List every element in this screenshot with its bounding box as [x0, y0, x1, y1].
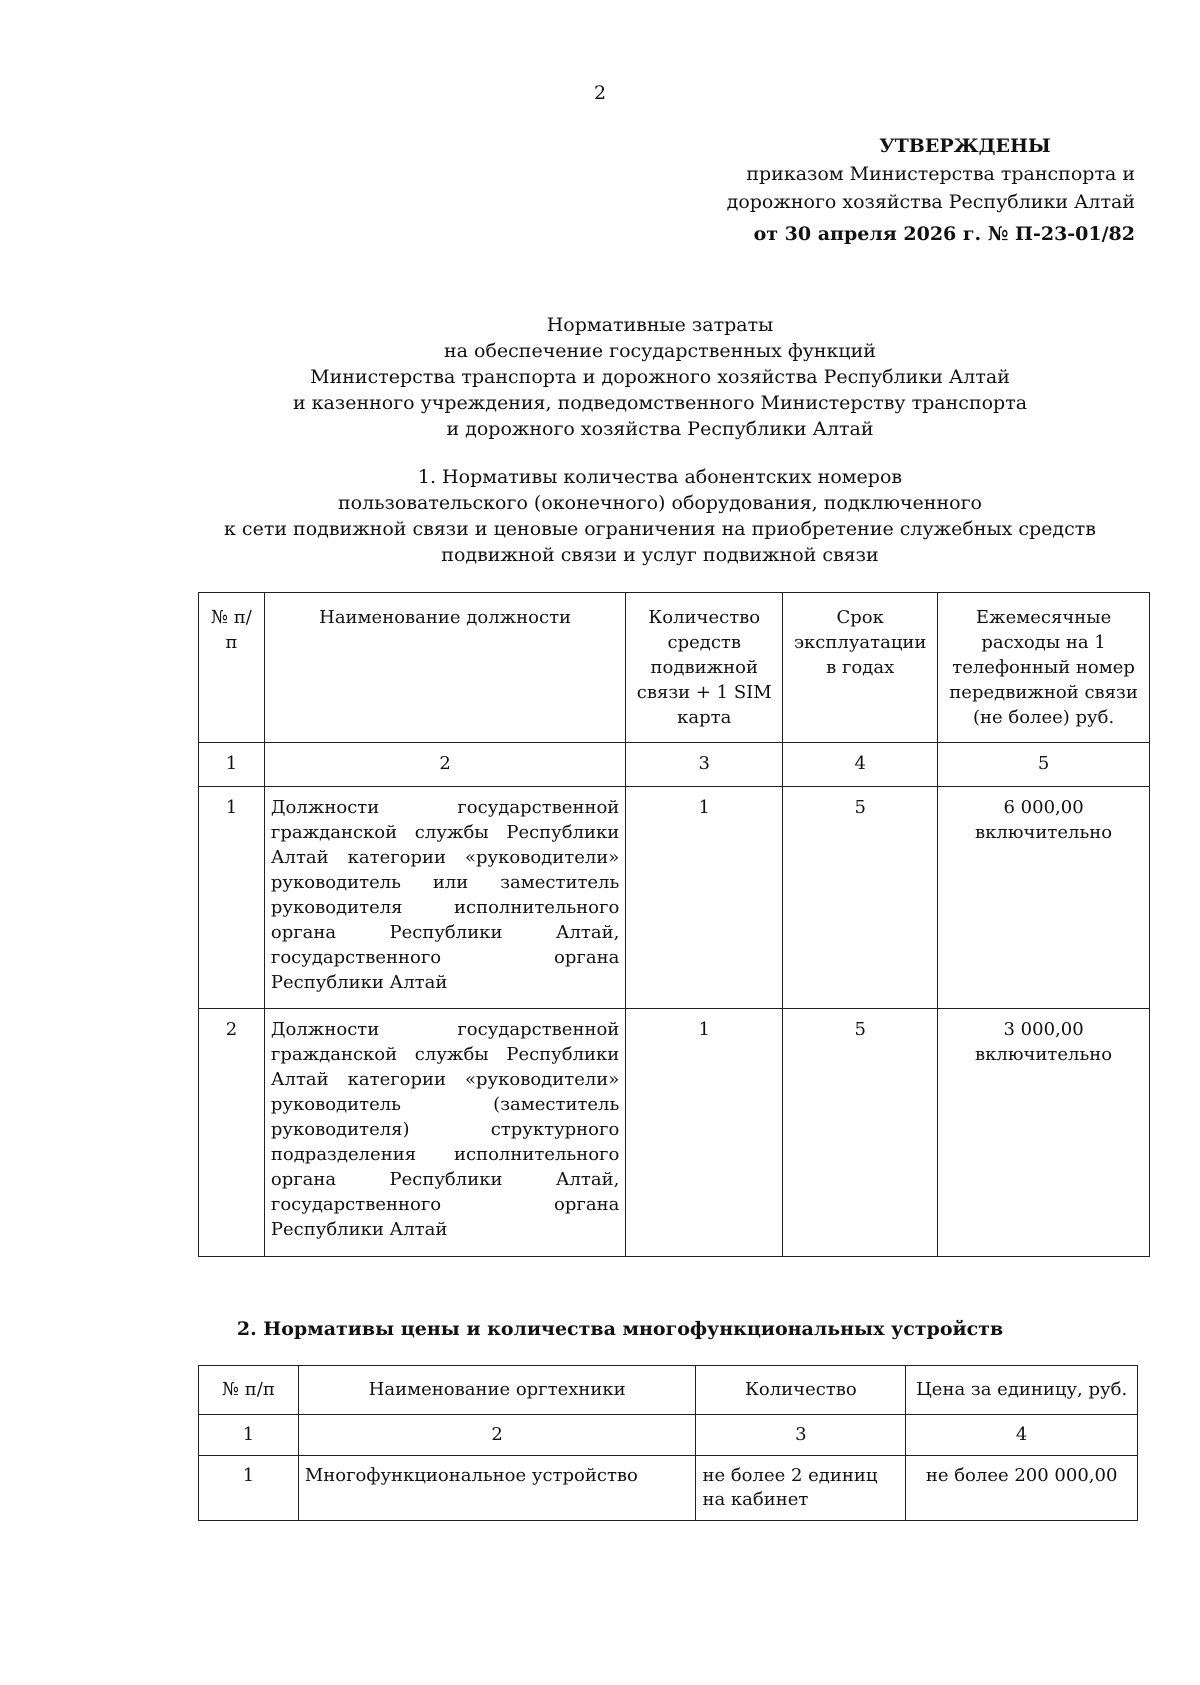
cost-value: 6 000,00: [1003, 797, 1084, 818]
quantity-cell: не более 2 единиц на кабинет: [696, 1456, 906, 1521]
header-quantity: Количество: [696, 1366, 906, 1415]
table-header-row: [199, 1366, 1138, 1415]
header-unit-price: Цена за единицу, руб.: [906, 1366, 1138, 1415]
approval-order: от 30 апреля 2026 г. № П-23-01/82: [753, 223, 1135, 245]
document-title-line: на обеспечение государственных функций: [444, 340, 876, 362]
monthly-cost-cell: [938, 1009, 1150, 1257]
header-monthly-cost: Ежемесячные расходы на 1 телефонный номер передвижной связи (не более) руб.: [938, 593, 1150, 743]
document-title: [0, 312, 1200, 442]
table-row: [199, 1456, 1138, 1521]
table-row: [199, 787, 1150, 1009]
cost-note: включительно: [975, 822, 1113, 843]
approval-block: [700, 132, 1170, 248]
position-cell: Должности государственной гражданской службы Республики Алтай категории «руководители» руководитель (заместитель руководителя) структурного подразделения исполнительного органа Республики Алтай, государственного органа Республики Алтай: [264, 1009, 625, 1257]
equipment-name-cell: Многофункциональное устройство: [298, 1456, 696, 1521]
approval-title: УТВЕРЖДЕНЫ: [879, 135, 1051, 157]
row-number: 2: [199, 1009, 265, 1257]
term-cell: 5: [783, 1009, 938, 1257]
document-title-line: Нормативные затраты: [546, 314, 774, 336]
column-number: 5: [938, 743, 1150, 787]
section-1-title-line: пользовательского (оконечного) оборудования, подключенного: [338, 492, 982, 514]
table-row: [199, 1009, 1150, 1257]
device-count-cell: 1: [626, 1009, 783, 1257]
section-1-title-line: 1. Нормативы количества абонентских номеров: [417, 466, 903, 488]
device-count-cell: 1: [626, 787, 783, 1009]
header-equipment-name: Наименование оргтехники: [298, 1366, 696, 1415]
section-1-title: [200, 464, 1120, 568]
cost-value: 3 000,00: [1003, 1019, 1084, 1040]
column-number: 4: [906, 1415, 1138, 1456]
section-1-title-line: к сети подвижной связи и ценовые ограничения на приобретение служебных средств подвижной связи и услуг подвижной связи: [224, 518, 1096, 566]
approval-line-2: дорожного хозяйства Республики Алтай: [726, 191, 1135, 213]
column-number-row: [199, 1415, 1138, 1456]
section-2-title: 2. Нормативы цены и количества многофункциональных устройств: [236, 1318, 1004, 1340]
term-cell: 5: [783, 787, 938, 1009]
document-title-line: и дорожного хозяйства Республики Алтай: [446, 418, 874, 440]
mobile-communication-table: [198, 592, 1150, 1257]
position-cell: Должности государственной гражданской службы Республики Алтай категории «руководители» руководитель или заместитель руководителя исполнительного органа Республики Алтай, государственного органа Республики Алтай: [264, 787, 625, 1009]
header-number: № п/п: [199, 1366, 299, 1415]
column-number: 1: [199, 743, 265, 787]
row-number: 1: [199, 787, 265, 1009]
cost-note: включительно: [975, 1044, 1113, 1065]
column-number-row: [199, 743, 1150, 787]
approval-line-1: приказом Министерства транспорта и: [746, 163, 1135, 185]
header-term: Срок эксплуатации в годах: [783, 593, 938, 743]
header-device-count: Количество средств подвижной связи + 1 SIM карта: [626, 593, 783, 743]
mfd-table: [198, 1365, 1138, 1521]
column-number: 4: [783, 743, 938, 787]
header-number: № п/п: [199, 593, 265, 743]
column-number: 2: [298, 1415, 696, 1456]
monthly-cost-cell: [938, 787, 1150, 1009]
document-title-line: и казенного учреждения, подведомственного Министерству транспорта: [292, 392, 1028, 414]
header-position: Наименование должности: [264, 593, 625, 743]
row-number: 1: [199, 1456, 299, 1521]
column-number: 2: [264, 743, 625, 787]
page-number: 2: [593, 82, 607, 104]
column-number: 3: [626, 743, 783, 787]
column-number: 3: [696, 1415, 906, 1456]
unit-price-cell: не более 200 000,00: [906, 1456, 1138, 1521]
document-title-line: Министерства транспорта и дорожного хозяйства Республики Алтай: [310, 366, 1010, 388]
column-number: 1: [199, 1415, 299, 1456]
table-header-row: [199, 593, 1150, 743]
